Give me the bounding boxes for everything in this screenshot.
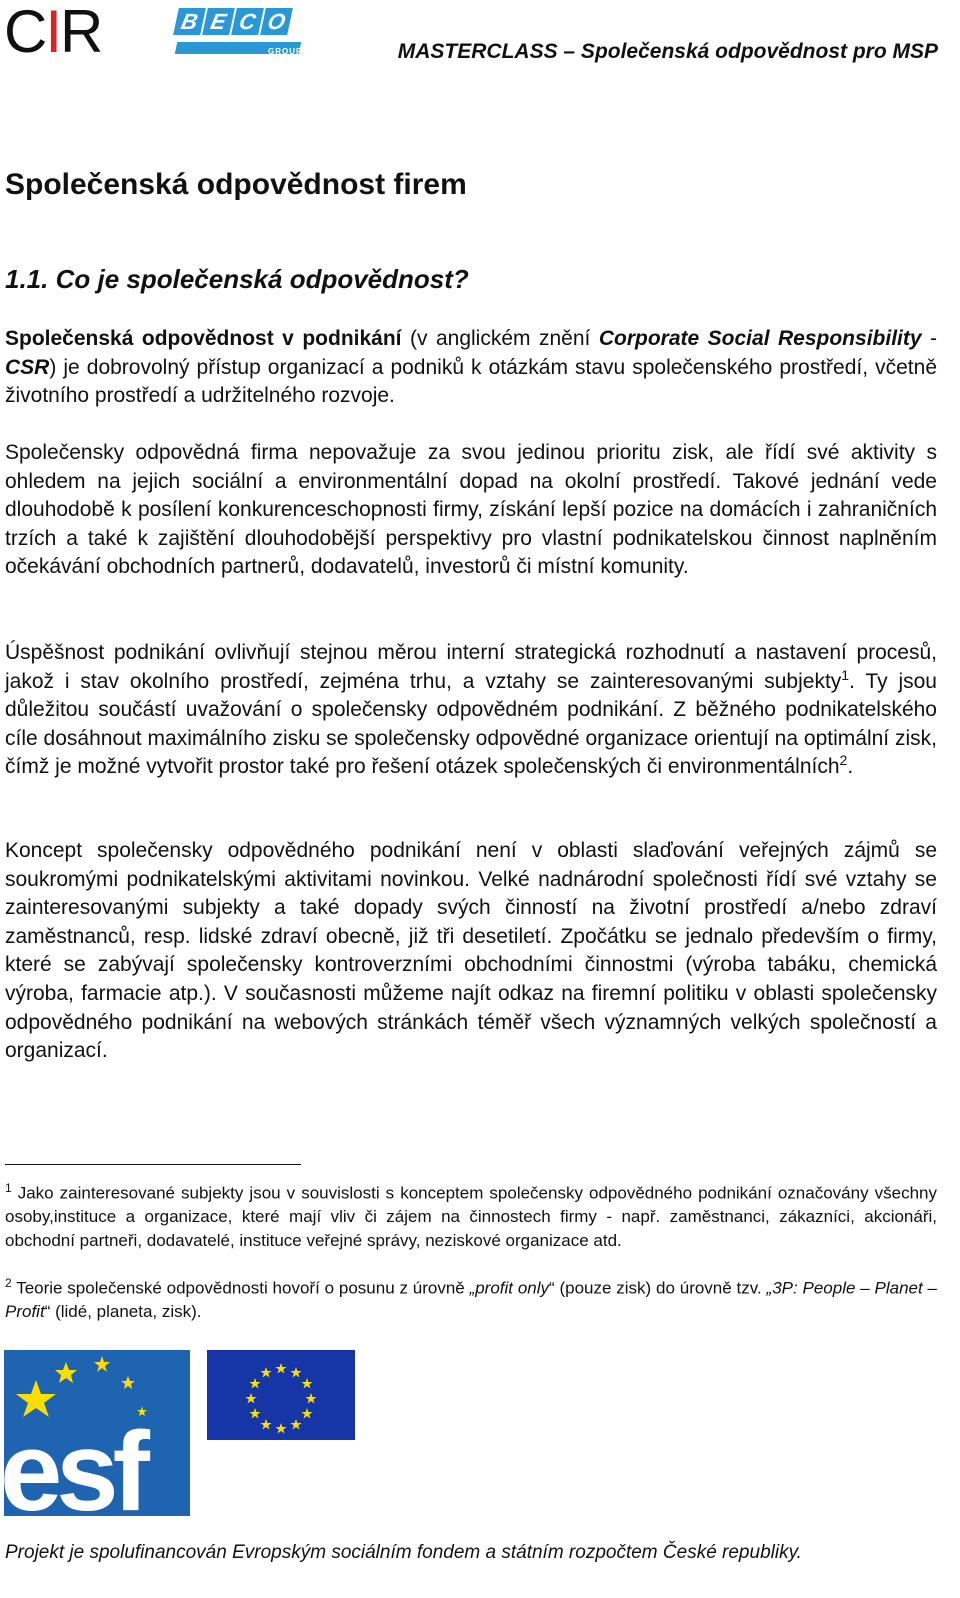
beco-logo-subtext: GROUP xyxy=(268,47,303,56)
footnote-ref-1[interactable]: 1 xyxy=(841,666,850,683)
section-title: 1.1. Co je společenská odpovědnost? xyxy=(5,264,469,294)
cir-logo-letter-r: R xyxy=(60,0,102,65)
footnote-2-text-3: “ (lidé, planeta, zisk). xyxy=(44,1302,202,1322)
cir-logo-letter-i: I xyxy=(45,0,61,65)
beco-logo-letter-e: E xyxy=(202,8,235,35)
para1-text-1: (v anglickém znění xyxy=(401,327,599,350)
para3-text-1: Úspěšnost podnikání ovlivňují stejnou měrou interní strategická rozhodnutí a nastavení procesů, jakož i stav okolního prostředí, zejména trhu, a vztahy se zainteresovanými subjekty xyxy=(5,641,937,693)
beco-logo-letter-o: O xyxy=(260,8,293,35)
para1-text-3: ) je dobrovolný přístup organizací a podniků k otázkám stavu společenského prostředí, včetně životního prostředí a udržitelného rozvoje. xyxy=(5,355,937,408)
footnote-2 xyxy=(5,1272,937,1324)
cir-logo xyxy=(4,0,144,65)
footnote-1-text: Jako zainteresované subjekty jsou v souvislosti s konceptem společensky odpovědného podnikání označovány všechny osoby,instituce a organizace, které mají vliv či zájem na činnostech firmy - např. zaměstnanci, zákazníci, akcionáři, obchodní partneři, dodavatelé, instituce veřejné správy, neziskové organizace atd. xyxy=(5,1183,937,1250)
eu-flag xyxy=(207,1350,355,1440)
footnote-2-text-1: Teorie společenské odpovědnosti hovoří o posunu z úrovně xyxy=(11,1278,470,1298)
footnote-1-number: 1 xyxy=(5,1181,12,1195)
para3-text-3: . xyxy=(847,755,854,779)
footer-text: Projekt je spolufinancován Evropským sociálním fondem a státním rozpočtem České republiky. xyxy=(5,1542,802,1563)
cir-logo-letter-c: C xyxy=(4,0,46,65)
footnote-2-text-2: “ (pouze zisk) do úrovně tzv. xyxy=(549,1278,767,1298)
term-csr-czech: Společenská odpovědnost v podnikání xyxy=(5,327,402,350)
footnote-2-number: 2 xyxy=(5,1276,12,1290)
para4-text: Koncept společensky odpovědného podnikání není v oblasti slaďování veřejných zájmů se soukromými podnikatelskými aktivitami novinkou. Velké nadnárodní společnosti řídí své vztahy se zainteresovanými subjekty a také dopady svých činností na životní prostředí a/nebo zdraví zaměstnanců, resp. lidské zdraví obecně, již tři desetiletí. Zpočátku se jednalo především o firmy, které se zabývají společensky kontroverzními obchodními činnostmi (výroba tabáku, chemická výroba, farmacie atp.). V současnosti můžeme najít odkaz na firemní politiku v oblasti společensky odpovědného podnikání na webových stránkách téměř všech významných velkých společností a organizací. xyxy=(5,839,937,1063)
beco-logo xyxy=(176,4,308,60)
beco-logo-letter-c: C xyxy=(231,8,264,35)
header-title: MASTERCLASS – Společenská odpovědnost pro MSP xyxy=(397,40,938,63)
para1-text-2: - xyxy=(921,327,938,350)
footnote-2-italic-2: „3P: People – Planet – Profit xyxy=(5,1278,937,1322)
eu-flag-graphic xyxy=(207,1350,355,1440)
paragraph-3 xyxy=(5,639,937,782)
term-csr-english: Corporate Social Responsibility xyxy=(598,327,922,350)
footnote-1 xyxy=(5,1177,937,1252)
paragraph-1 xyxy=(5,325,937,411)
esf-logo xyxy=(4,1350,190,1516)
document-title: Společenská odpovědnost firem xyxy=(5,168,467,201)
term-csr-abbr: CSR xyxy=(5,355,50,379)
footnote-divider xyxy=(5,1164,301,1165)
footnote-2-italic-1: „profit only xyxy=(469,1278,550,1298)
para2-text: Společensky odpovědná firma nepovažuje za svou jedinou prioritu zisk, ale řídí své aktivity s ohledem na jejich sociální a environmentální dopad na okolní prostředí. Takové jednání vede dlouhodobě k posílení konkurenceschopnosti firmy, získání lepší pozice na domácích i zahraničních trzích a také k zajištění dlouhodobější perspektivy pro vlastní podnikatelskou činnost naplněním očekávání obchodních partnerů, dodavatelů, investorů či místní komunity. xyxy=(5,441,937,579)
paragraph-4 xyxy=(5,837,937,1066)
esf-logo-text: esf xyxy=(4,1409,144,1516)
footnote-ref-2[interactable]: 2 xyxy=(839,752,848,769)
para3-text-2: . Ty jsou důležitou součástí uvažování o společensky odpovědném podnikání. Z běžného podnikatelského cíle dosáhnout maximálního zisku se společensky odpovědné organizace orientují na optimální zisk, čímž je možné vytvořit prostor také pro řešení otázek společenských či environmentálních xyxy=(5,669,937,779)
paragraph-2 xyxy=(5,439,937,582)
beco-logo-letter-b: B xyxy=(173,8,206,35)
esf-logo-graphic xyxy=(4,1350,190,1516)
